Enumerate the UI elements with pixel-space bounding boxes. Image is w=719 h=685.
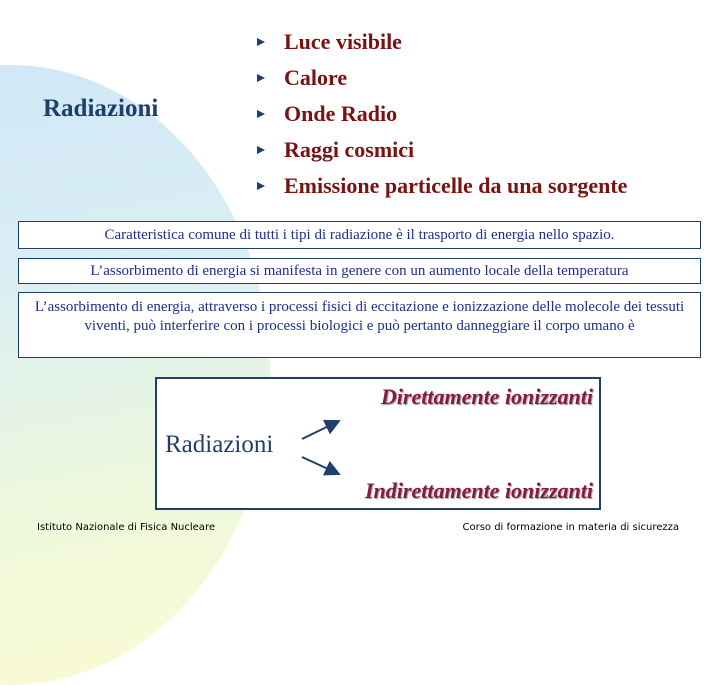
footer-course: Corso di formazione in materia di sicurezza [462,522,679,533]
triangle-bullet-icon [257,38,265,46]
biological-effect-box: L’assorbimento di energia, attraverso i processi fisici di eccitazione e ionizzazione delle molecole dei tessuti viventi, può interferire con i processi biologici e può pertanto danneggiare il corpo umano è [18,292,701,358]
directly-ionizing-label: Direttamente ionizzanti [380,384,593,409]
background-decoration [0,65,270,685]
footer-institute: Istituto Nazionale di Fisica Nucleare [37,522,215,533]
list-item-label: Raggi cosmici [284,137,415,162]
list-item [254,135,627,171]
list-item [254,63,627,99]
list-item-label: Onde Radio [284,101,398,126]
list-item-label: Calore [284,65,348,90]
absorption-box: L’assorbimento di energia si manifesta in genere con un aumento locale della temperatura [18,258,701,284]
triangle-bullet-icon [257,110,265,118]
ionization-diagram [155,377,601,510]
list-item-label: Luce visibile [284,29,402,54]
triangle-bullet-icon [257,146,265,154]
common-trait-box: Caratteristica comune di tutti i tipi di radiazione è il trasporto di energia nello spazio. [18,221,701,249]
list-item-label: Emissione particelle da una sorgente [284,173,628,198]
triangle-bullet-icon [257,74,265,82]
list-item [254,27,627,63]
page-title: Radiazioni [43,95,159,122]
arrow-down-icon [302,457,339,474]
radiation-types-list [254,27,627,207]
arrow-up-icon [302,421,339,439]
list-item [254,99,627,135]
triangle-bullet-icon [257,182,265,190]
diagram-label: Radiazioni [165,431,274,458]
indirectly-ionizing-label: Indirettamente ionizzanti [365,478,593,503]
list-item [254,171,627,207]
